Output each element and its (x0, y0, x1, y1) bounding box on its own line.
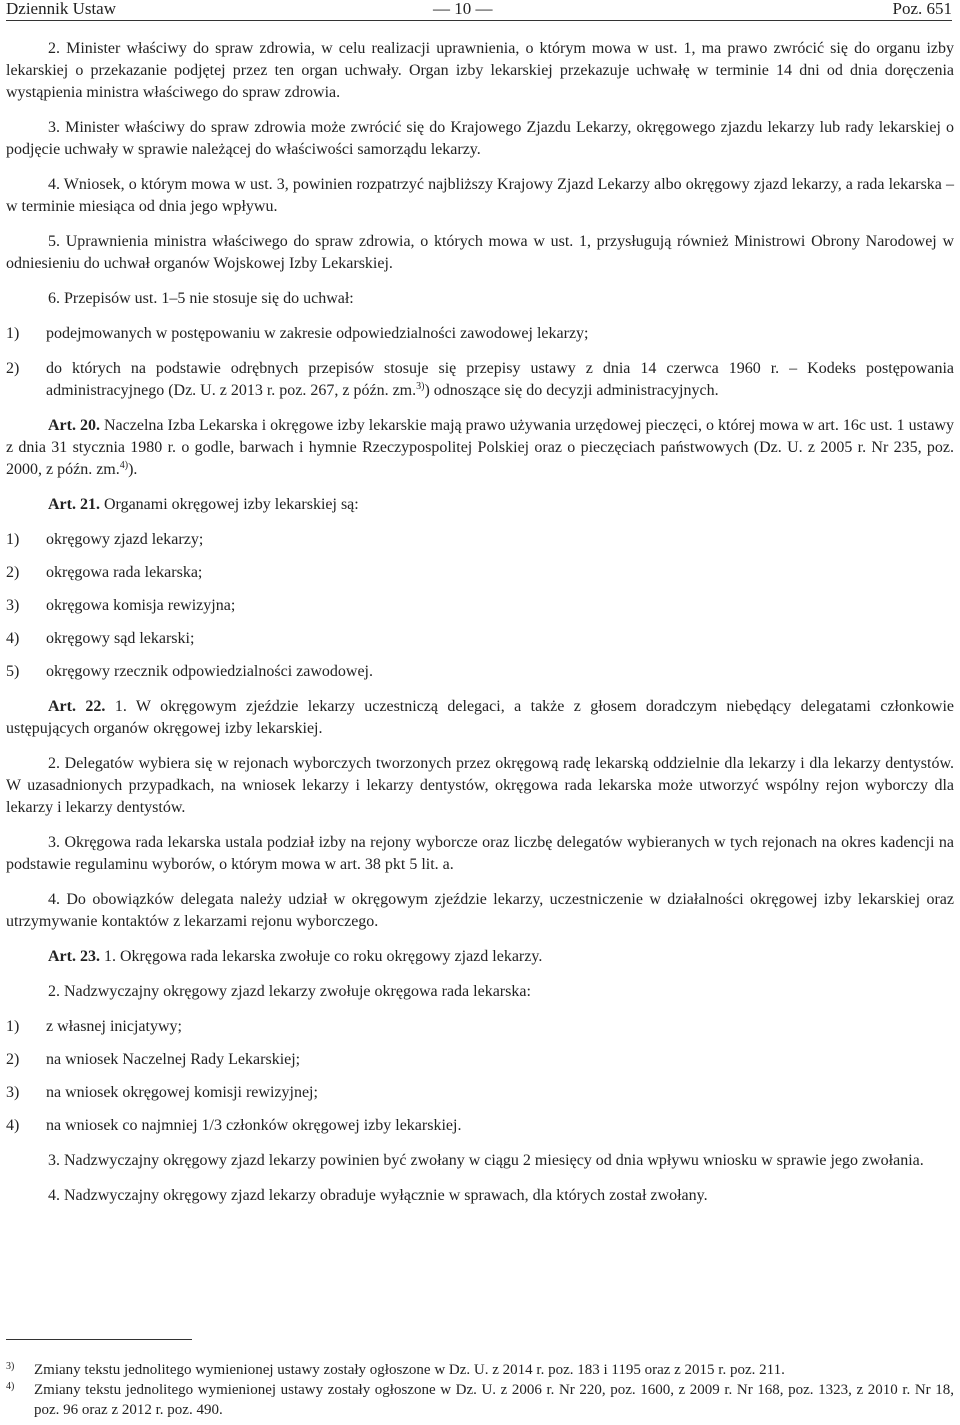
footnote-separator (6, 1339, 192, 1340)
list-item (6, 323, 954, 345)
list-item: 3) okręgowa komisja rewizyjna; (6, 597, 236, 614)
list-item: 2) okręgowa rada lekarska; (6, 564, 203, 581)
list-item: 2) na wniosek Naczelnej Rady Lekarskiej; (6, 1051, 301, 1068)
footnote-number: 3) (6, 1361, 15, 1372)
page-number: — 10 — (433, 0, 493, 18)
list-item-number: 1) (6, 325, 20, 342)
footnote (6, 1360, 954, 1380)
article-23: Art. 23. 1. Okręgowa rada lekarska zwołuje co roku okręgowy zjazd lekarzy. (48, 948, 543, 965)
footnote-number: 4) (6, 1381, 15, 1392)
paragraph-ust-5: 5. Uprawnienia ministra właściwego do spraw zdrowia, o których mowa w ust. 1, przysługują również Ministrowi Obrony Narodowej w odniesieniu do uchwał organów Wojskowej Izby Lekarskiej. (6, 233, 954, 272)
list-item-text: do których na podstawie odrębnych przepisów stosuje się przepisy ustawy z dnia 14 czerwca 1960 r. – Kodeks postępowania administracyjnego (Dz. U. z 2013 r. poz. 267, z późn. zm.$^{3)}$) odnoszące się do decyzji administracyjnych. (46, 360, 954, 399)
footnote-ref: 4) (119, 460, 129, 471)
paragraph: 2. Delegatów wybiera się w rejonach wyborczych tworzonych przez okręgową radę lekarską oddzielnie dla lekarzy i dla lekarzy dentystów. W uzasadnionych przypadkach, na wniosek lekarzy i lekarzy dentystów, okręgowa rada lekarska może utworzyć wspólny rejon wyborczy dla lekarzy i lekarzy dentystów. (6, 755, 954, 816)
footnote-ref: 3) (416, 381, 425, 392)
footnote-text: Zmiany tekstu jednolitego wymienionej ustawy zostały ogłoszone w Dz. U. z 2014 r. poz. 183 i 1195 oraz z 2015 r. poz. 211. (34, 1362, 785, 1378)
paragraph-ust-6: 6. Przepisów ust. 1–5 nie stosuje się do uchwał: (48, 290, 354, 307)
article-label: Art. 21. (48, 496, 100, 513)
footnote (6, 1380, 954, 1420)
paragraph-ust-3: 3. Minister właściwy do spraw zdrowia może zwrócić się do Krajowego Zjazdu Lekarzy, okręgowego zjazdu lekarzy lub rady lekarskiej o podjęcie uchwały w sprawie należącej do właściwości samorządu lekarzy. (6, 119, 954, 158)
article-22: Art. 22. 1. W okręgowym zjeździe lekarzy uczestniczą delegaci, a także z głosem doradczym niebędący delegatami członkowie ustępujących organów okręgowej izby lekarskiej. (6, 698, 955, 737)
list-item-number: 2) (6, 360, 20, 377)
position-number: Poz. 651 (892, 0, 952, 18)
paragraph: 4. Do obowiązków delegata należy udział w okręgowym zjeździe lekarzy, uczestniczenie w działalności okręgowej izby lekarskiej oraz utrzymywanie kontaktów z lekarzami rejonu wyborczego. (6, 891, 954, 930)
article-label: Art. 23. (48, 948, 100, 965)
document-body (6, 38, 954, 1220)
page-header (6, 0, 952, 21)
list-item: 4) na wniosek co najmniej 1/3 członków okręgowej izby lekarskiej. (6, 1117, 462, 1134)
list-item-text: podejmowanych w postępowaniu w zakresie odpowiedzialności zawodowej lekarzy; (46, 325, 589, 342)
paragraph: 3. Okręgowa rada lekarska ustala podział izby na rejony wyborcze oraz liczbę delegatów wybieranych w tych rejonach na okres kadencji na podstawie regulaminu wyborów, o którym mowa w art. 38 pkt 5 lit. a. (6, 834, 954, 873)
article-label: Art. 20. (48, 417, 100, 434)
article-21: Art. 21. Organami okręgowej izby lekarskiej są: (48, 496, 359, 513)
paragraph-ust-2: 2. Minister właściwy do spraw zdrowia, w celu realizacji uprawnienia, o którym mowa w ust. 1, ma prawo zwrócić się do organu izby lekarskiej o przekazanie podjętej przez ten organ uchwały. Organ izby lekarskiej przekazuje uchwałę w terminie 14 dni od dnia doręczenia wystąpienia ministra właściwego do spraw zdrowia. (6, 40, 954, 101)
journal-title: Dziennik Ustaw (6, 0, 117, 18)
list-item: 1) okręgowy zjazd lekarzy; (6, 531, 204, 548)
footnote-text: Zmiany tekstu jednolitego wymienionej ustawy zostały ogłoszone w Dz. U. z 2006 r. Nr 220, poz. 1600, z 2009 r. Nr 168, poz. 1323, z 2010 r. Nr 18, poz. 96 oraz z 2012 r. poz. 490. (34, 1382, 954, 1418)
paragraph: 3. Nadzwyczajny okręgowy zjazd lekarzy powinien być zwołany w ciągu 2 miesięcy od dnia wpływu wniosku w sprawie jego zwołania. (48, 1152, 924, 1169)
paragraph: 4. Nadzwyczajny okręgowy zjazd lekarzy obraduje wyłącznie w sprawach, dla których został zwołany. (48, 1187, 708, 1204)
list-item: 4) okręgowy sąd lekarski; (6, 630, 195, 647)
list-item (6, 358, 954, 402)
paragraph: 2. Nadzwyczajny okręgowy zjazd lekarzy zwołuje okręgowa rada lekarska: (48, 983, 531, 1000)
footnotes (6, 1360, 954, 1420)
article-20: Art. 20. Naczelna Izba Lekarska i okręgowe izby lekarskie mają prawo używania urzędowej pieczęci, o której mowa w art. 16c ust. 1 ustawy z dnia 31 stycznia 1980 r. o godle, barwach i hymnie Rzeczypospolitej Polskiej oraz o pieczęciach państwowych (Dz. U. z 2005 r. Nr 235, poz. 2000, z późn. zm.$^{4)}$). (6, 417, 955, 478)
list-item: 1) z własnej inicjatywy; (6, 1018, 182, 1035)
article-label: Art. 22. (48, 698, 106, 715)
paragraph-ust-4: 4. Wniosek, o którym mowa w ust. 3, powinien rozpatrzyć najbliższy Krajowy Zjazd Lekarzy albo okręgowy zjazd lekarzy, a rada lekarska – w terminie miesiąca od dnia jego wpływu. (6, 176, 954, 215)
list-item: 3) na wniosek okręgowej komisji rewizyjnej; (6, 1084, 318, 1101)
list-item: 5) okręgowy rzecznik odpowiedzialności zawodowej. (6, 663, 373, 680)
